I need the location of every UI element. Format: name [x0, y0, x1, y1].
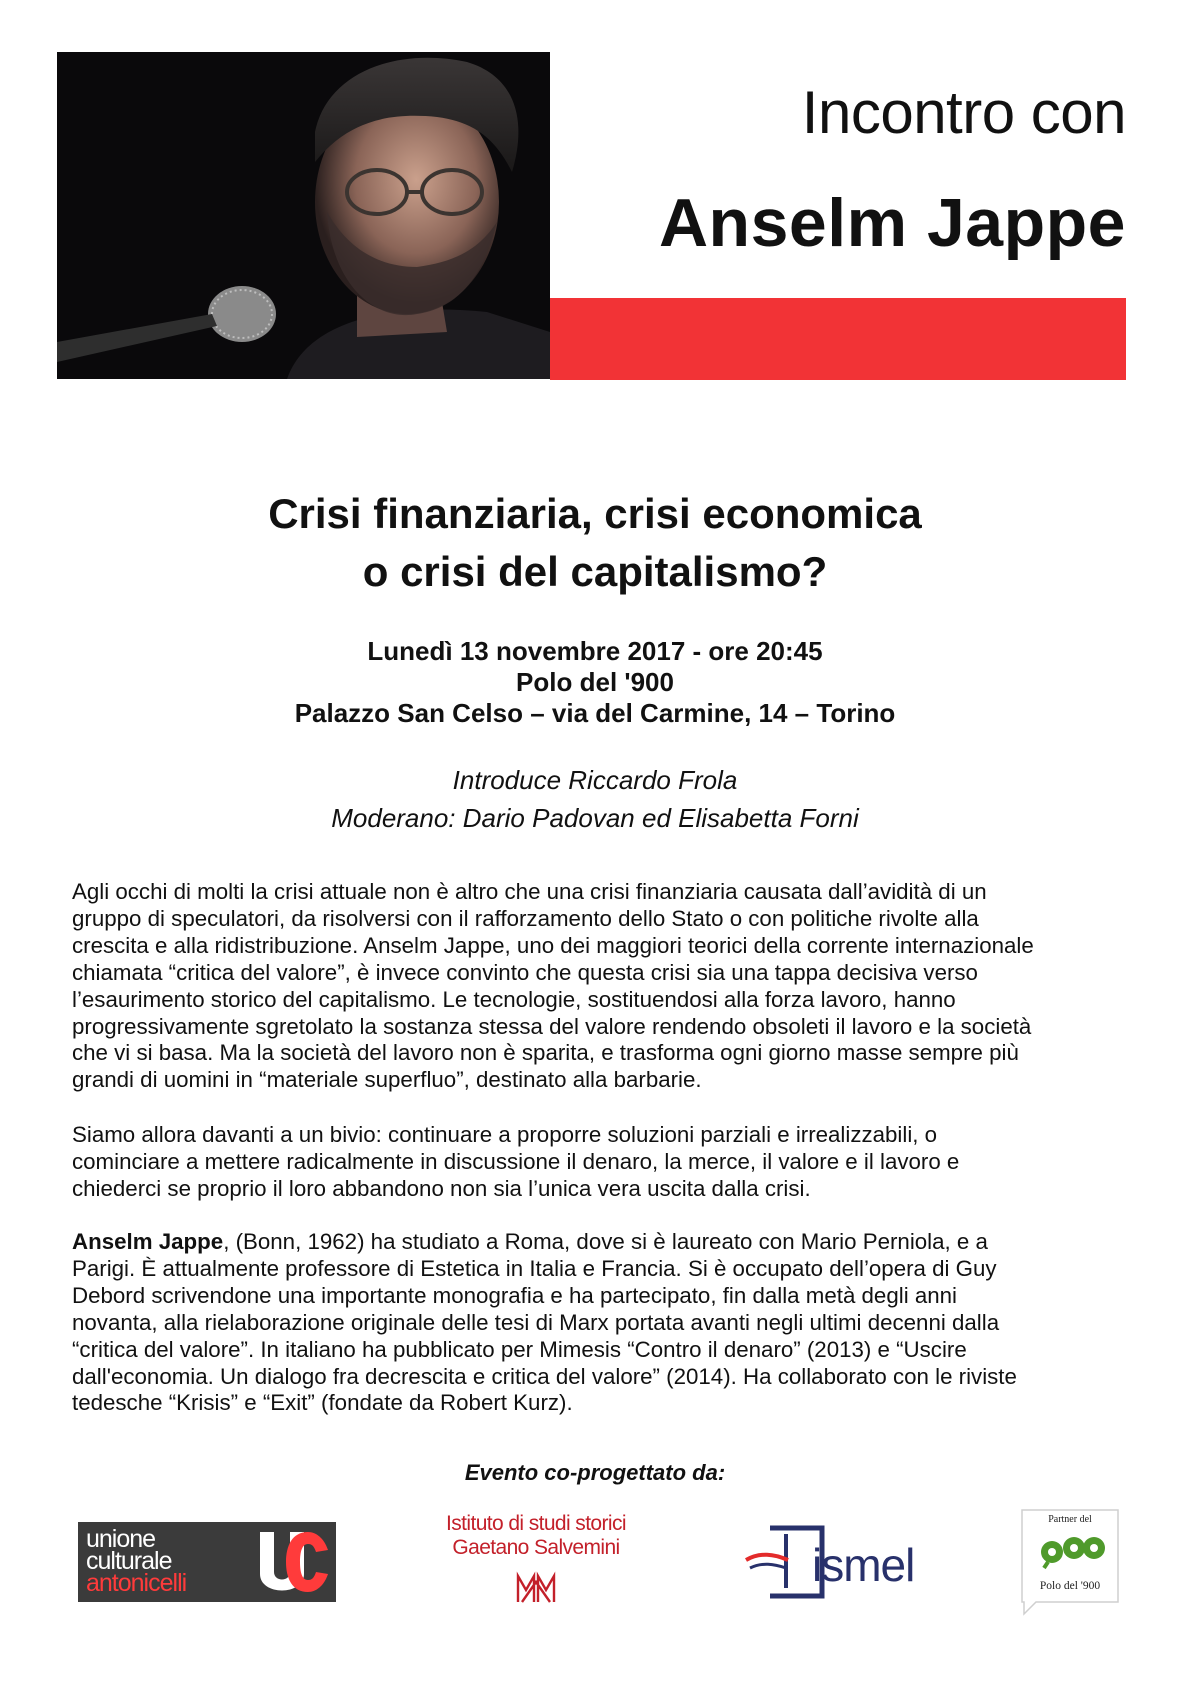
paragraph-line: Parigi. È attualmente professore di Estetica in Italia e Francia. Si è occupato dell’opera di Guy — [72, 1255, 997, 1281]
uc-mark-icon — [256, 1528, 330, 1596]
polo-partner-label: Partner del — [1048, 1514, 1092, 1525]
red-accent-bar — [550, 298, 1126, 380]
unione-culturale-logo — [78, 1522, 336, 1602]
issg-monogram-icon — [514, 1568, 558, 1608]
event-title-line2: o crisi del capitalismo? — [362, 548, 828, 595]
polo-del-900-logo — [1020, 1508, 1120, 1618]
event-date-time: Lunedì 13 novembre 2017 - ore 20:45 — [367, 636, 823, 666]
uc-line-3: antonicelli — [86, 1569, 187, 1597]
paragraph-line: chiamata “critica del valore”, è invece convinto che questa crisi sia una tappa decisiva verso — [72, 959, 978, 985]
paragraph-biography — [72, 1229, 1132, 1417]
ismel-logo — [742, 1522, 922, 1604]
event-address: Palazzo San Celso – via del Carmine, 14 – Torino — [294, 698, 896, 728]
event-title-line1: Crisi finanziaria, crisi economica — [268, 490, 922, 537]
bio-name: Anselm Jappe — [72, 1229, 224, 1254]
paragraph-line: grandi di uomini in “materiale superfluo”, destinato alla barbarie. — [72, 1067, 702, 1093]
speaker-photo — [57, 52, 550, 379]
paragraph-line: tedesche “Krisis” e “Exit” (fondate da Robert Kurz). — [72, 1390, 573, 1416]
paragraph-bivio — [72, 1122, 1132, 1203]
ismel-text: ismel — [812, 1539, 915, 1591]
paragraph-line — [72, 1229, 1132, 1256]
polo-name-label: Polo del '900 — [1039, 1580, 1101, 1592]
issg-line-2: Gaetano Salvemini — [452, 1536, 620, 1559]
paragraph-intro — [72, 879, 1132, 1094]
paragraph-line: l’esaurimento storico del capitalismo. Le tecnologie, sostituendosi alla forza lavoro, hanno — [72, 986, 956, 1012]
moderano-line: Moderano: Dario Padovan ed Elisabetta Forni — [331, 803, 859, 833]
co-organizers-heading: Evento co-progettato da: — [464, 1460, 726, 1485]
event-speakers — [0, 761, 1190, 837]
introduce-line: Introduce Riccardo Frola — [452, 765, 738, 795]
uc-line-1: unione — [86, 1525, 156, 1553]
paragraph-line: novanta, alla rielaborazione originale delle tesi di Marx portata avanti negli ultimi decenni dalla — [72, 1309, 1000, 1335]
paragraph-line: Debord scrivendone una importante monografia e ha partecipato, fin dalla metà degli anni — [72, 1282, 957, 1308]
event-details — [0, 636, 1190, 729]
uc-logo-text — [86, 1525, 187, 1597]
speaker-portrait-image — [57, 52, 550, 379]
event-venue: Polo del '900 — [516, 667, 674, 697]
bio-first-line: , (Bonn, 1962) ha studiato a Roma, dove si è laureato con Mario Perniola, e a — [223, 1229, 988, 1254]
paragraph-line: “critica del valore”. In italiano ha pubblicato per Mimesis “Contro il denaro” (2013) e “Uscire — [72, 1336, 967, 1362]
istituto-salvemini-logo — [416, 1512, 656, 1622]
header-speaker-name: Anselm Jappe — [658, 185, 1126, 261]
header-incontro: Incontro con — [801, 79, 1126, 146]
uc-line-2: culturale — [86, 1547, 172, 1575]
paragraph-line: chiederci se proprio il loro abbandono non sia l’unica vera uscita dalla crisi. — [72, 1175, 811, 1201]
paragraph-line: che vi si basa. Ma la società del lavoro non è sparita, e trasforma ogni giorno masse sempre più — [72, 1040, 1019, 1066]
paragraph-line: progressivamente sgretolato la sostanza stessa del valore rendendo obsoleti il lavoro e la società — [72, 1013, 1032, 1039]
paragraph-line: crescita e alla ridistribuzione. Anselm Jappe, uno dei maggiori teorici della corrente internazionale — [72, 932, 1034, 958]
paragraph-line: dall'economia. Un dialogo fra decrescita e critica del valore” (2014). Ha collaborato con le riviste — [72, 1363, 1017, 1389]
paragraph-line: Siamo allora davanti a un bivio: continuare a proporre soluzioni parziali e irrealizzabili, o — [72, 1122, 938, 1147]
event-title — [0, 485, 1190, 601]
paragraph-line: cominciare a mettere radicalmente in discussione il denaro, la merce, il valore e il lavoro e — [72, 1148, 960, 1174]
paragraph-line: gruppo di speculatori, da risolversi con il rafforzamento dello Stato o con politiche rivolte alla — [72, 905, 979, 931]
paragraph-line: Agli occhi di molti la crisi attuale non è altro che una crisi finanziaria causata dall’avidità di un — [72, 879, 987, 904]
issg-line-1: Istituto di studi storici — [446, 1512, 626, 1535]
